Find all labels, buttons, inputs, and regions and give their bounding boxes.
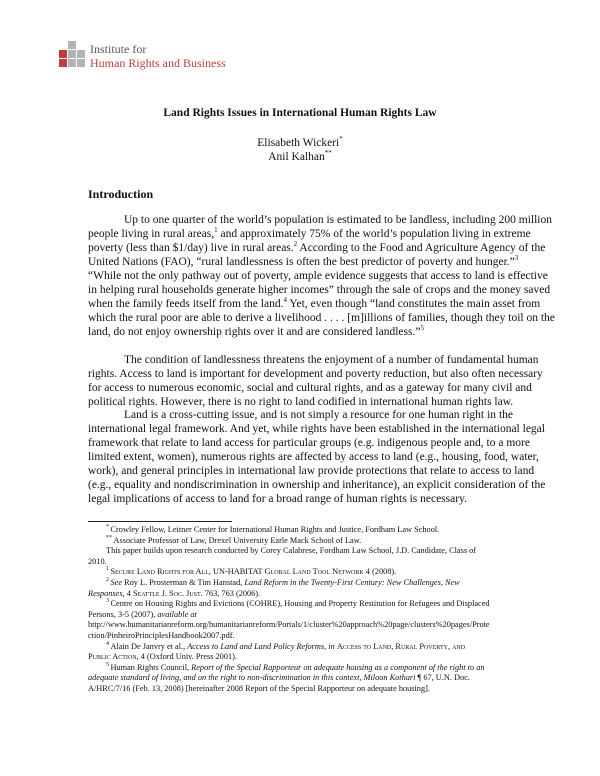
footnote-line: $^4$ Alain De Janvry et al., Access to Land and Land Policy Reforms, in Access to Land, Rural Poverty, and bbox=[106, 640, 466, 651]
text-line: limited extent, women), numerous rights are affected by access to land (e.g., housing, food, water, bbox=[88, 451, 539, 463]
body-paragraph bbox=[88, 408, 546, 506]
text-line: The condition of landlessness threatens the enjoyment of a number of fundamental human bbox=[124, 354, 539, 366]
author-footnote-mark: * bbox=[339, 135, 343, 143]
text-line: which the rural poor are able to derive a livelihood . . . . [m]illions of families, though they toil on the bbox=[88, 312, 555, 324]
logo-text-line2: Human Rights and Business bbox=[90, 56, 226, 70]
author-name: Elisabeth Wickeri bbox=[257, 136, 340, 149]
section-heading: Introduction bbox=[88, 187, 154, 201]
author-1 bbox=[0, 135, 600, 149]
logo-square bbox=[59, 50, 67, 58]
logo-square bbox=[68, 59, 76, 67]
institute-logo bbox=[59, 41, 299, 75]
author-2 bbox=[0, 149, 600, 163]
body-paragraph bbox=[88, 353, 543, 409]
text-line: for access to numerous economic, social and cultural rights, and as a gateway for many civil and bbox=[88, 382, 532, 394]
footnote-mark: 5 bbox=[106, 661, 111, 668]
footnote-mark: 1 bbox=[106, 566, 111, 573]
footnote-line: http://www.humanitarianreform.org/humanitarianreform/Portals/1/cluster%20approach%20page/clusters%20pages/Prote bbox=[88, 620, 490, 630]
footnote-mark: * bbox=[106, 524, 111, 531]
text-line: United Nations (FAO), “rural landlessness is often the best predictor of poverty and hunger.”$^3$ bbox=[88, 254, 519, 268]
footnote-mark: 3 bbox=[106, 598, 111, 605]
logo-square bbox=[77, 41, 85, 49]
footnote-line: adequate standard of living, and on the right to non-discrimination in this context, Miloon Kothari ¶ 67, U.N. Doc. bbox=[88, 673, 470, 683]
footnote-mark: ** bbox=[106, 534, 114, 541]
logo-square bbox=[77, 50, 85, 58]
body-paragraph bbox=[88, 213, 555, 339]
text-line: Up to one quarter of the world’s population is estimated to be landless, including 200 million bbox=[124, 214, 552, 226]
footnote-line: * Crowley Fellow, Leitner Center for International Human Rights and Justice, Fordham Law School. bbox=[106, 524, 440, 534]
footnotes bbox=[88, 525, 513, 695]
author-name: Anil Kalhan bbox=[268, 150, 325, 163]
footnote-line: Persons, 3-5 (2007), available at bbox=[88, 609, 197, 619]
footnote-line: Public Action, 4 (Oxford Univ. Press 2001). bbox=[88, 652, 237, 662]
logo-square bbox=[68, 41, 76, 49]
logo-square bbox=[59, 59, 67, 67]
footnote-line: ** Associate Professor of Law, Drexel University Earle Mack School of Law. bbox=[106, 534, 362, 545]
footnote-line: ction/PinheiroPrinciplesHandbook2007.pdf. bbox=[88, 630, 235, 640]
text-line: (e.g., equality and nondiscrimination in ownership and inheritance), an explicit consideration of the bbox=[88, 479, 546, 491]
text-line: land, do not enjoy ownership rights over it and are considered landless.”$^5$ bbox=[88, 324, 424, 338]
footnote-mark: 4 bbox=[106, 640, 111, 647]
text-line: work), and general principles in international law provide protections that relate to access to land bbox=[88, 465, 535, 477]
footnote-line: $^3$ Centre on Housing Rights and Evictions (COHRE), Housing and Property Restitution for Refugees and Displaced bbox=[106, 598, 490, 609]
footnote-line: A/HRC/7/16 (Feb. 13, 2008) [hereinafter 2008 Report of the Special Rapporteur on adequate housing]. bbox=[88, 683, 430, 693]
footnote-line: $^5$ Human Rights Council, Report of the Special Rapporteur on adequate housing as a component of the right to an bbox=[106, 661, 485, 672]
text-line: poverty (less than $1/day) live in rural areas.$^2$ According to the Food and Agriculture Agency of the bbox=[88, 240, 546, 254]
text-line: “While not the only pathway out of poverty, ample evidence suggests that access to land is effective bbox=[88, 270, 548, 282]
footnote-line: $^2$ See Roy L. Prosterman & Tim Hanstad, Land Reform in the Twenty-First Century: New Challenges, New bbox=[106, 577, 460, 587]
footnote-ref[interactable]: 3 bbox=[514, 254, 519, 263]
footnote-ref[interactable]: 5 bbox=[420, 324, 424, 333]
paper-title: Land Rights Issues in International Human Rights Law bbox=[163, 107, 437, 119]
text-line: international legal framework. And yet, while rights have been established in the international legal bbox=[88, 423, 545, 435]
footnote-line: 2010. bbox=[88, 556, 107, 566]
author-footnote-mark: ** bbox=[324, 149, 332, 157]
footnote-line: Responses, 4 Seattle J. Soc. Just. 763, 763 (2006). bbox=[88, 588, 261, 598]
footnote-line: This paper builds upon research conducted by Corey Calabrese, Fordham Law School, J.D. Candidate, Class of bbox=[106, 546, 477, 556]
logo-square bbox=[77, 59, 85, 67]
footnote-line: $^1$ Secure Land Rights for All, UN-HABITAT Global Land Tool Network 4 (2008). bbox=[106, 566, 397, 577]
logo-squares-icon bbox=[59, 41, 87, 75]
logo-square bbox=[68, 50, 76, 58]
footnote-ref[interactable]: 2 bbox=[293, 240, 298, 249]
text-line: legal implications of access to land for a broad range of human rights is necessary. bbox=[88, 493, 467, 505]
text-line: framework that relate to land access for particular groups (e.g. indigenous people and, to a more bbox=[88, 437, 530, 449]
text-line: in helping rural households generate higher incomes” through the sale of crops and the money saved bbox=[88, 284, 551, 296]
text-line: when the family feeds itself from the land.$^4$ Yet, even though “land constitutes the main asset from bbox=[88, 296, 541, 310]
footnote-mark: 2 bbox=[106, 577, 111, 584]
text-line: Land is a cross-cutting issue, and is not simply a resource for one human right in the bbox=[124, 409, 513, 421]
text-line: people living in rural areas,$^1$ and approximately 75% of the world’s population living in extreme bbox=[88, 226, 531, 240]
text-line: political rights. However, there is no right to land codified in international human rights law. bbox=[88, 396, 514, 408]
footnote-ref[interactable]: 1 bbox=[214, 226, 218, 235]
logo-text-line1: Institute for bbox=[90, 42, 147, 56]
logo-square bbox=[59, 41, 67, 49]
text-line: rights. Access to land is important for development and poverty reduction, but also often necessary bbox=[88, 368, 543, 380]
footnote-separator bbox=[88, 521, 232, 522]
footnote-ref[interactable]: 4 bbox=[283, 296, 287, 305]
